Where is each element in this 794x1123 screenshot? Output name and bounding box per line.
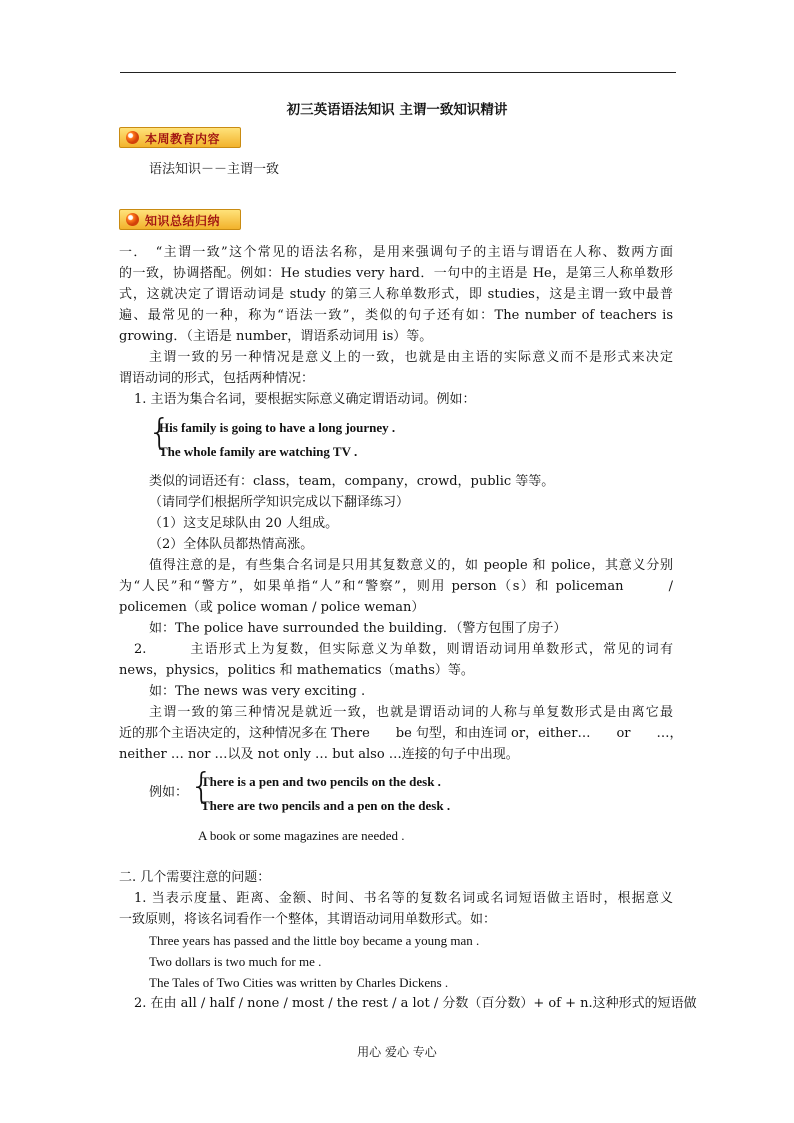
para-line: 主谓一致的第三种情况是就近一致，也就是谓语动词的人称与单复数形式是由离它最: [149, 705, 673, 720]
badge-label: 本周教育内容: [145, 132, 221, 146]
para-line: growing．（主语是 number，谓语系动词用 is）等。: [119, 329, 433, 344]
para-line: 遍、最常见的一种，称为“语法一致”，类似的句子还有如：The number of teachers is: [119, 308, 673, 323]
para-line: 如：The news was very exciting .: [149, 684, 366, 699]
example-sentence: A book or some magazines are needed .: [198, 828, 405, 843]
example-sentence: There is a pen and two pencils on the desk .: [201, 774, 441, 789]
para-line: policemen（或 police woman / police weman）: [119, 600, 425, 615]
list-item: 1. 当表示度量、距离、金额、时间、书名等的复数名词或名词短语做主语时，根据意义: [134, 891, 673, 906]
list-item: 2. 在由 all / half / none / most / the rest / a lot / 分数（百分数）+ of + n.这种形式的短语做: [134, 996, 697, 1011]
para-line: （请同学们根据所学知识完成以下翻译练习）: [149, 495, 410, 510]
example-label: 例如：: [149, 785, 189, 800]
example-sentence: The whole family are watching TV .: [159, 444, 358, 459]
section-heading: 二. 几个需要注意的问题：: [119, 870, 271, 885]
page-title: 初三英语语法知识 主谓一致知识精讲: [286, 102, 508, 118]
brace: {: [190, 766, 213, 807]
para-line: news，physics，politics 和 mathematics（maths）等。: [119, 663, 474, 678]
brace: {: [148, 412, 171, 453]
orange-bullet-icon: [126, 131, 139, 144]
example-sentence: Two dollars is two much for me .: [149, 954, 322, 969]
badge-label: 知识总结归纳: [145, 214, 221, 228]
para-line: 类似的词语还有：class，team，company，crowd，public 等等。: [149, 474, 555, 489]
badge-week-content: [119, 127, 241, 148]
list-item: 2. 主语形式上为复数，但实际意义为单数，则谓语动词用单数形式，常见的词有: [134, 642, 673, 657]
topic-line: 语法知识－－主谓一致: [149, 162, 280, 177]
para-line: 近的那个主语决定的，这种情况多在 There be 句型，和由连词 or，either… or …，: [119, 726, 683, 741]
para-line: 主谓一致的另一种情况是意义上的一致，也就是由主语的实际意义而不是形式来决定: [149, 350, 673, 365]
footer-motto: 用心 爱心 专心: [357, 1045, 437, 1059]
para-line: 为“人民”和“警方”，如果单指“人”和“警察”，则用 person（s）和 policeman /: [119, 579, 673, 594]
example-sentence: His family is going to have a long journey .: [159, 420, 396, 435]
para-line: 的一致，协调搭配。例如：He studies very hard．一句中的主语是 He，是第三人称单数形: [119, 266, 673, 281]
example-sentence: Three years has passed and the little boy became a young man .: [149, 933, 480, 948]
para-line: 一． “主谓一致”这个常见的语法名称，是用来强调句子的主语与谓语在人称、数两方面: [119, 245, 673, 260]
para-line: 一致原则，将该名词看作一个整体，其谓语动词用单数形式。如：: [119, 912, 497, 927]
para-line: 谓语动词的形式，包括两种情况：: [119, 371, 315, 386]
exercise-item: （2）全体队员都热情高涨。: [149, 537, 314, 552]
exercise-item: （1）这支足球队由 20 人组成。: [149, 516, 339, 531]
orange-bullet-icon: [126, 213, 139, 226]
badge-summary: [119, 209, 241, 230]
example-sentence: The Tales of Two Cities was written by Charles Dickens .: [149, 975, 449, 990]
list-item: 1. 主语为集合名词，要根据实际意义确定谓语动词。例如：: [134, 392, 476, 407]
example-sentence: There are two pencils and a pen on the desk .: [201, 798, 451, 813]
para-line: 如：The police have surrounded the building．（警方包围了房子）: [149, 621, 567, 636]
para-line: 式，这就决定了谓语动词是 study 的第三人称单数形式，即 studies，这是主谓一致中最普: [119, 287, 673, 302]
header-rule: [120, 72, 676, 73]
para-line: neither … nor …以及 not only … but also …连接的句子中出现。: [119, 747, 519, 762]
para-line: 值得注意的是，有些集合名词是只用其复数意义的，如 people 和 police，其意义分别: [149, 558, 673, 573]
